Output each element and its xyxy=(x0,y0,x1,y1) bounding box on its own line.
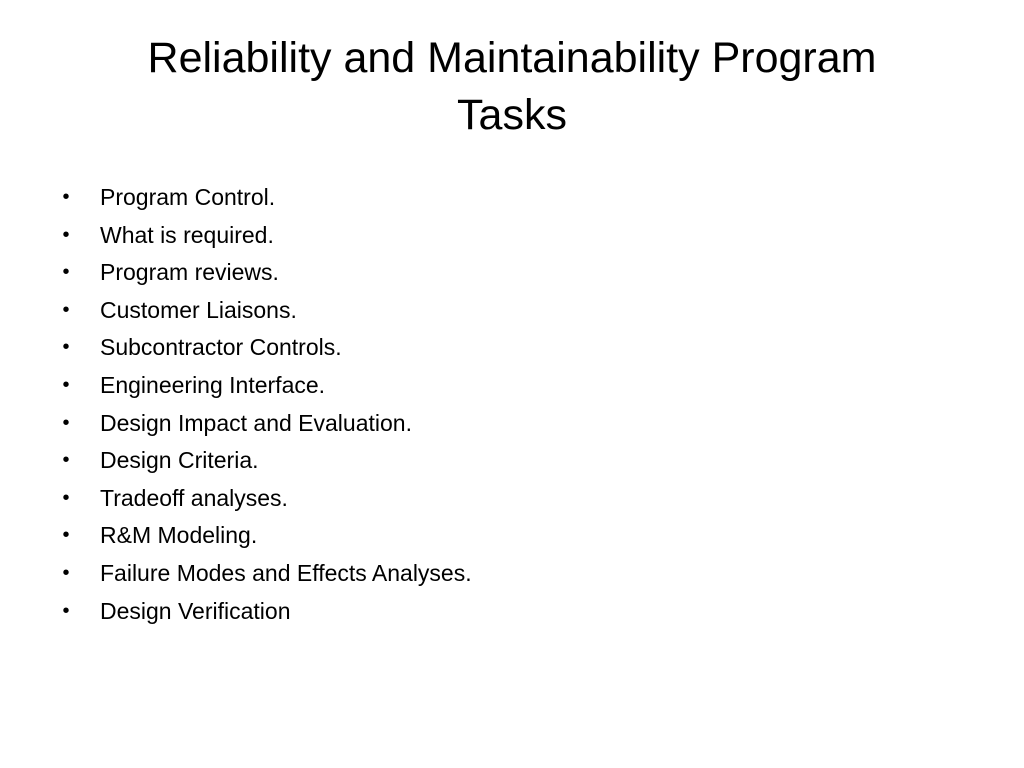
bullet-text: What is required. xyxy=(100,221,274,248)
bullet-dot-icon: • xyxy=(62,298,70,321)
bullet-dot-icon: • xyxy=(62,561,70,584)
bullet-text: Tradeoff analyses. xyxy=(100,484,288,511)
bullet-item xyxy=(58,254,958,292)
bullet-text: Customer Liaisons. xyxy=(100,296,297,323)
bullet-text: Program Control. xyxy=(100,184,276,210)
bullet-item xyxy=(58,329,958,367)
slide-title xyxy=(40,30,984,144)
bullet-text: Design Verification xyxy=(100,597,291,624)
bullet-dot-icon: • xyxy=(62,336,70,359)
bullet-dot-icon: • xyxy=(62,486,70,509)
bullet-item xyxy=(58,292,958,330)
bullet-item xyxy=(58,517,958,555)
bullet-item xyxy=(58,480,958,518)
bullet-item xyxy=(58,217,958,255)
bullet-dot-icon: • xyxy=(62,411,70,434)
slide-title-line-2: Tasks xyxy=(457,91,567,139)
bullet-dot-icon: • xyxy=(62,261,70,284)
bullet-text: Program reviews. xyxy=(100,259,279,286)
bullet-text: Design Impact and Evaluation. xyxy=(100,409,412,436)
bullet-text: Subcontractor Controls. xyxy=(100,334,342,361)
slide-title-line-1: Reliability and Maintainability Program xyxy=(147,34,877,82)
bullet-item xyxy=(58,179,958,217)
bullet-text: Engineering Interface. xyxy=(100,371,326,398)
bullet-dot-icon: • xyxy=(62,373,70,396)
bullet-dot-icon: • xyxy=(62,599,70,622)
bullet-dot-icon: • xyxy=(62,186,70,208)
bullet-text: R&M Modeling. xyxy=(100,522,258,549)
bullet-text: Design Criteria. xyxy=(100,447,259,474)
bullet-item xyxy=(58,405,958,443)
bullet-text: Failure Modes and Effects Analyses. xyxy=(100,559,472,586)
bullet-item xyxy=(58,593,958,631)
bullet-dot-icon: • xyxy=(62,449,70,472)
bullet-list xyxy=(58,179,958,630)
bullet-item xyxy=(58,442,958,480)
bullet-dot-icon: • xyxy=(62,524,70,547)
bullet-item xyxy=(58,367,958,405)
bullet-dot-icon: • xyxy=(62,223,70,246)
bullet-item xyxy=(58,555,958,593)
